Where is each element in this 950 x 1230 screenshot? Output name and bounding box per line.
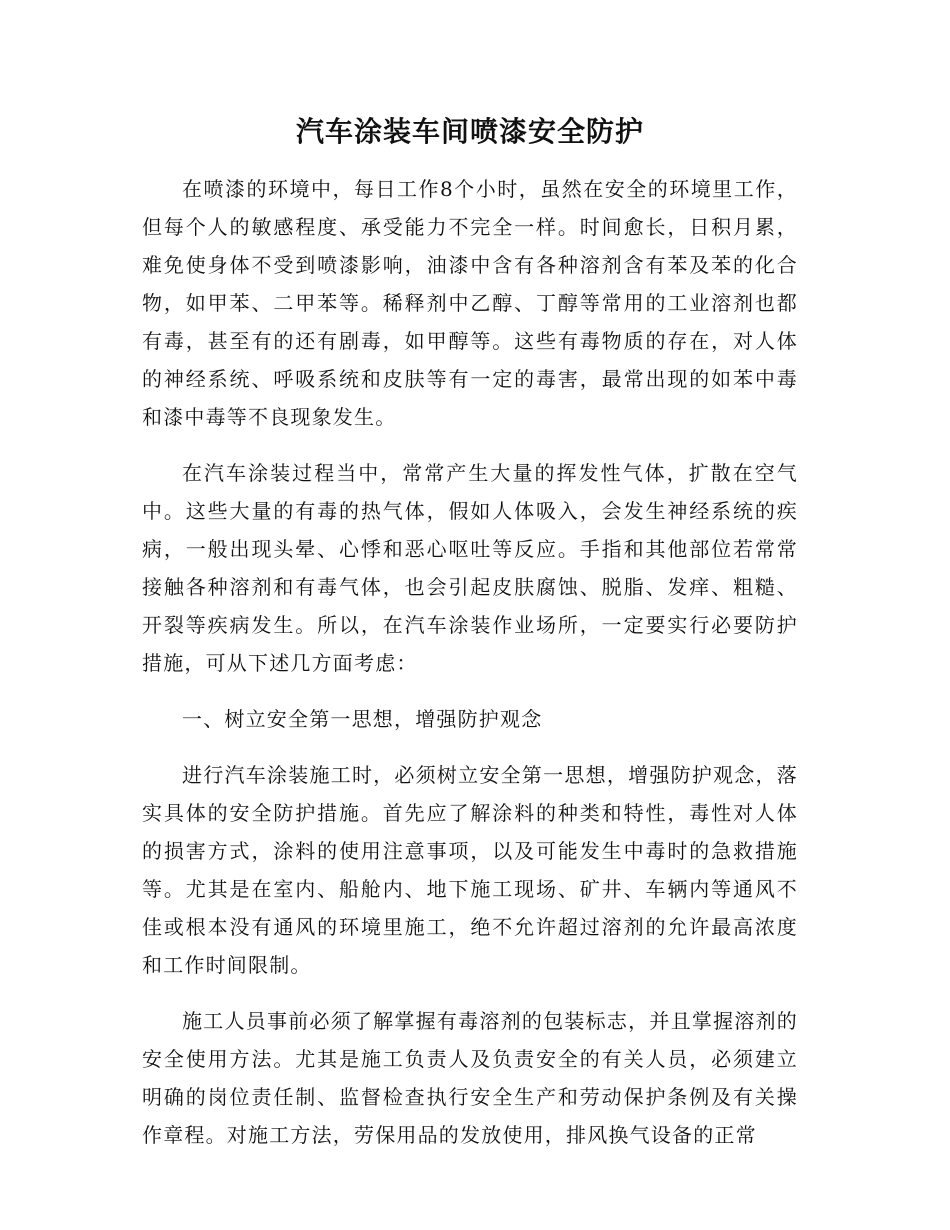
paragraph-1: 在喷漆的环境中，每日工作8个小时，虽然在安全的环境里工作，但每个人的敏感程度、承受能力不完全一样。时间愈长，日积月累，难免使身体不受到喷漆影响，油漆中含有各种溶剂含有苯及苯的化合物，如甲苯、二甲苯等。稀释剂中乙醇、丁醇等常用的工业溶剂也都有毒，甚至有的还有剧毒，如甲醇等。这些有毒物质的存在，对人体的神经系统、呼吸系统和皮肤等有一定的毒害，最常出现的如苯中毒和漆中毒等不良现象发生。 [142,177,798,429]
section-heading-1: 一、树立安全第一思想，增强防护观念 [182,707,543,731]
paragraph-4: 施工人员事前必须了解掌握有毒溶剂的包装标志，并且掌握溶剂的安全使用方法。尤其是施工负责人及负责安全的有关人员，必须建立明确的岗位责任制、监督检查执行安全生产和劳动保护条例及有关操作章程。对施工方法，劳保用品的发放使用，排风换气设备的正常 [142,1009,798,1147]
document-page [142,108,798,1172]
document-title: 汽车涂装车间喷漆安全防护 [295,115,644,148]
paragraph-3: 进行汽车涂装施工时，必须树立安全第一思想，增强防护观念，落实具体的安全防护措施。首先应了解涂料的种类和特性，毒性对人体的损害方式，涂料的使用注意事项，以及可能发生中毒时的急救措施等。尤其是在室内、船舱内、地下施工现场、矿井、车辆内等通风不佳或根本没有通风的环境里施工，绝不允许超过溶剂的允许最高浓度和工作时间限制。 [142,763,798,977]
paragraph-2: 在汽车涂装过程当中，常常产生大量的挥发性气体，扩散在空气中。这些大量的有毒的热气体，假如人体吸入，会发生神经系统的疾病，一般出现头晕、心悸和恶心呕吐等反应。手指和其他部位若常常接触各种溶剂和有毒气体，也会引起皮肤腐蚀、脱脂、发痒、粗糙、开裂等疾病发生。所以，在汽车涂装作业场所，一定要实行必要防护措施，可从下述几方面考虑： [142,461,798,675]
